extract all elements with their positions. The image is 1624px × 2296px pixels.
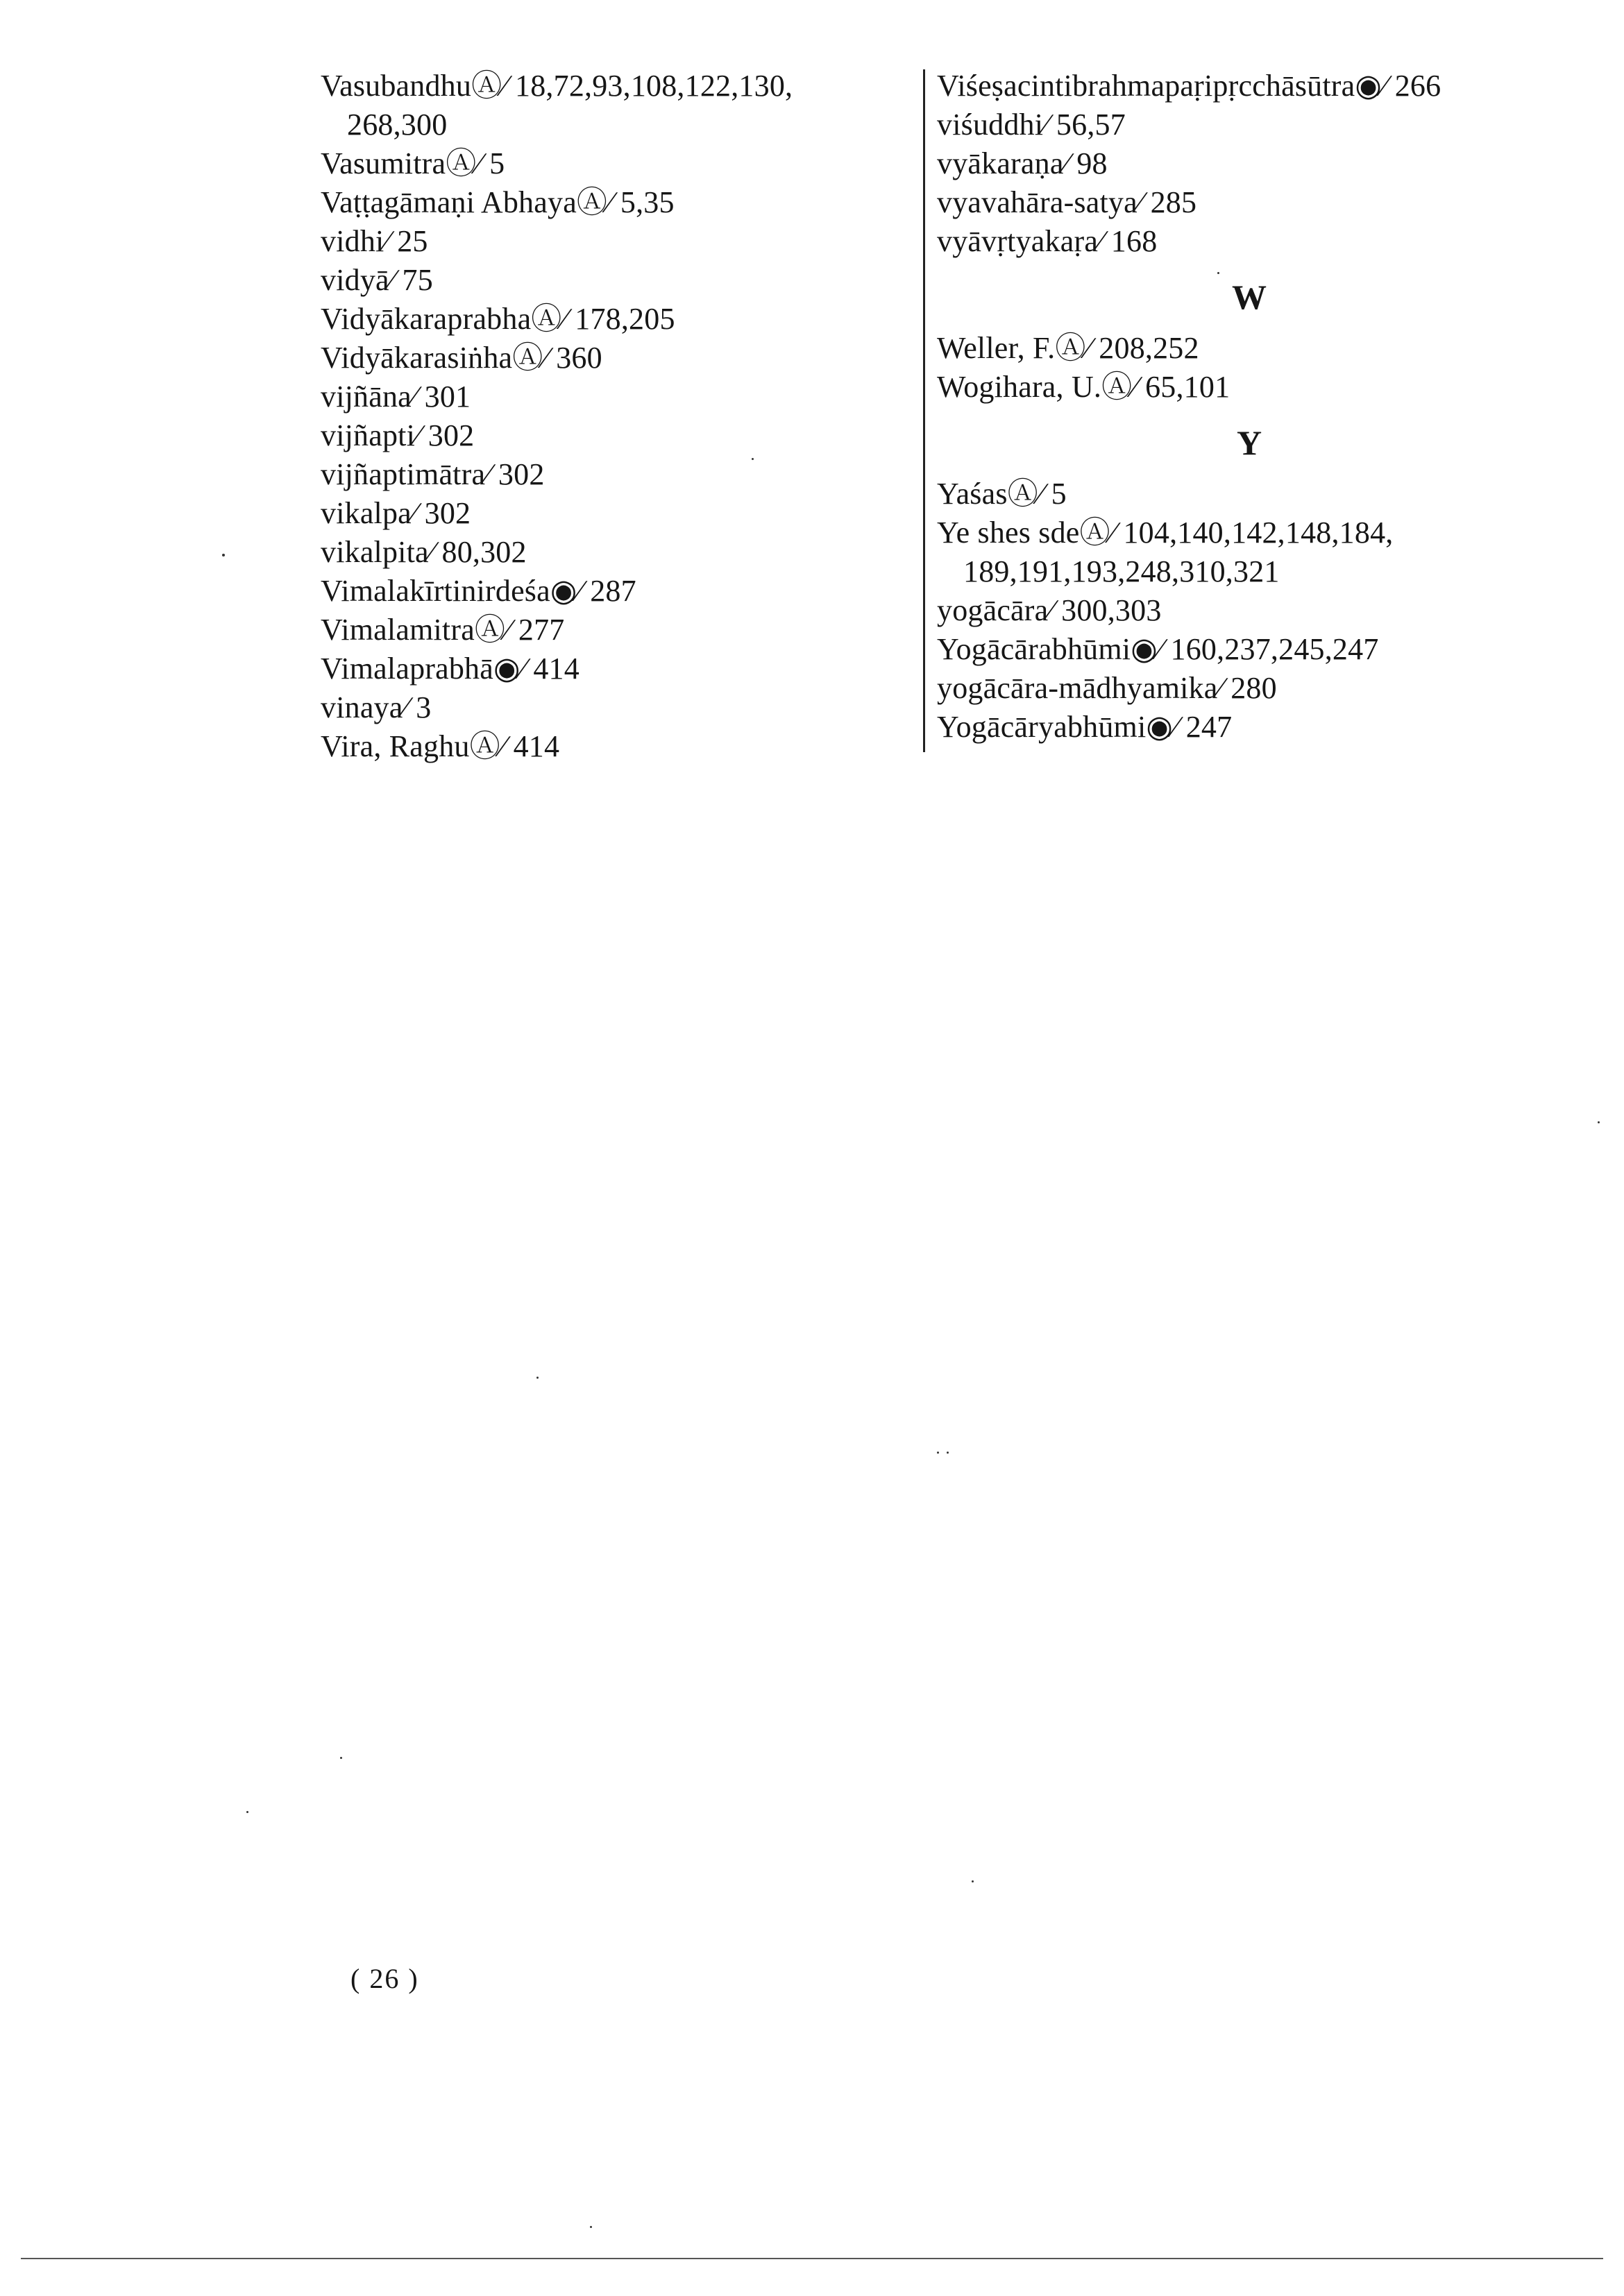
- index-entry: Weller, F.Ⓐ∕ 208,252: [937, 331, 1199, 365]
- scan-speck: [246, 1811, 248, 1813]
- bottom-rule: [21, 2258, 1603, 2259]
- scan-speck: [1598, 1121, 1600, 1123]
- scan-speck: [937, 1452, 939, 1454]
- index-entry: VidyākaraprabhaⒶ∕ 178,205: [321, 302, 675, 336]
- page-number: ( 26 ): [350, 1963, 419, 1994]
- index-column-right: [937, 67, 1562, 747]
- index-entry: Yogācāryabhūmi◉∕ 247: [937, 710, 1233, 744]
- index-entry: Vira, RaghuⒶ∕ 414: [321, 729, 560, 763]
- index-entry: vijñaptimātra∕ 302: [321, 457, 545, 491]
- index-entry: VidyākarasiṅhaⒶ∕ 360: [321, 341, 602, 375]
- index-entry: vyākaraṇa∕ 98: [937, 146, 1108, 180]
- index-entry: vijñapti∕ 302: [321, 418, 475, 452]
- index-entry: Vimalaprabhā◉∕ 414: [321, 652, 580, 686]
- index-entry: vikalpa∕ 302: [321, 496, 471, 530]
- scan-speck: [947, 1452, 949, 1454]
- index-letter-heading: W: [1232, 278, 1267, 316]
- index-entry: Ye shes sdeⒶ∕ 104,140,142,148,184,: [937, 516, 1394, 550]
- scan-speck: [590, 2226, 592, 2228]
- index-entry: yogācāra∕ 300,303: [937, 593, 1162, 627]
- index-entry: Yogācārabhūmi◉∕ 160,237,245,247: [937, 632, 1379, 666]
- index-entry: vidhi∕ 25: [321, 224, 428, 258]
- index-entry: Vaṭṭagāmaṇi AbhayaⒶ∕ 5,35: [321, 185, 675, 219]
- index-entry: Vimalakīrtinirdeśa◉∕ 287: [321, 574, 636, 608]
- index-entry: vidyā∕ 75: [321, 263, 433, 297]
- index-column-left: [321, 67, 917, 766]
- index-entry-continuation: 268,300: [347, 108, 448, 142]
- index-entry: YaśasⒶ∕ 5: [937, 477, 1067, 511]
- index-entry: Wogihara, U.Ⓐ∕ 65,101: [937, 370, 1230, 404]
- scan-speck: [222, 554, 225, 556]
- scan-speck: [340, 1757, 342, 1759]
- index-entry: VimalamitraⒶ∕ 277: [321, 613, 565, 647]
- index-entry: viśuddhi∕ 56,57: [937, 108, 1126, 142]
- scan-speck: [972, 1880, 974, 1882]
- scan-speck: [536, 1377, 539, 1379]
- index-entry: VasubandhuⒶ∕ 18,72,93,108,122,130,: [321, 69, 793, 103]
- index-entry: VasumitraⒶ∕ 5: [321, 146, 505, 180]
- scan-speck: [1217, 272, 1219, 274]
- scan-speck: [752, 458, 754, 460]
- index-entry: vikalpita∕ 80,302: [321, 535, 527, 569]
- column-divider: [923, 69, 925, 752]
- index-entry-continuation: 189,191,193,248,310,321: [963, 554, 1280, 588]
- index-letter-heading: Y: [1236, 423, 1262, 462]
- index-entry: vijñāna∕ 301: [321, 380, 471, 414]
- index-entry: vyāvṛtyakaṛa∕ 168: [937, 224, 1158, 258]
- index-entry: Viśeṣacintibrahmapaṛipṛcchāsūtra◉∕ 266: [937, 69, 1441, 103]
- index-entry: vinaya∕ 3: [321, 690, 432, 724]
- index-entry: vyavahāra-satya∕ 285: [937, 185, 1197, 219]
- index-entry: yogācāra-mādhyamika∕ 280: [937, 671, 1277, 705]
